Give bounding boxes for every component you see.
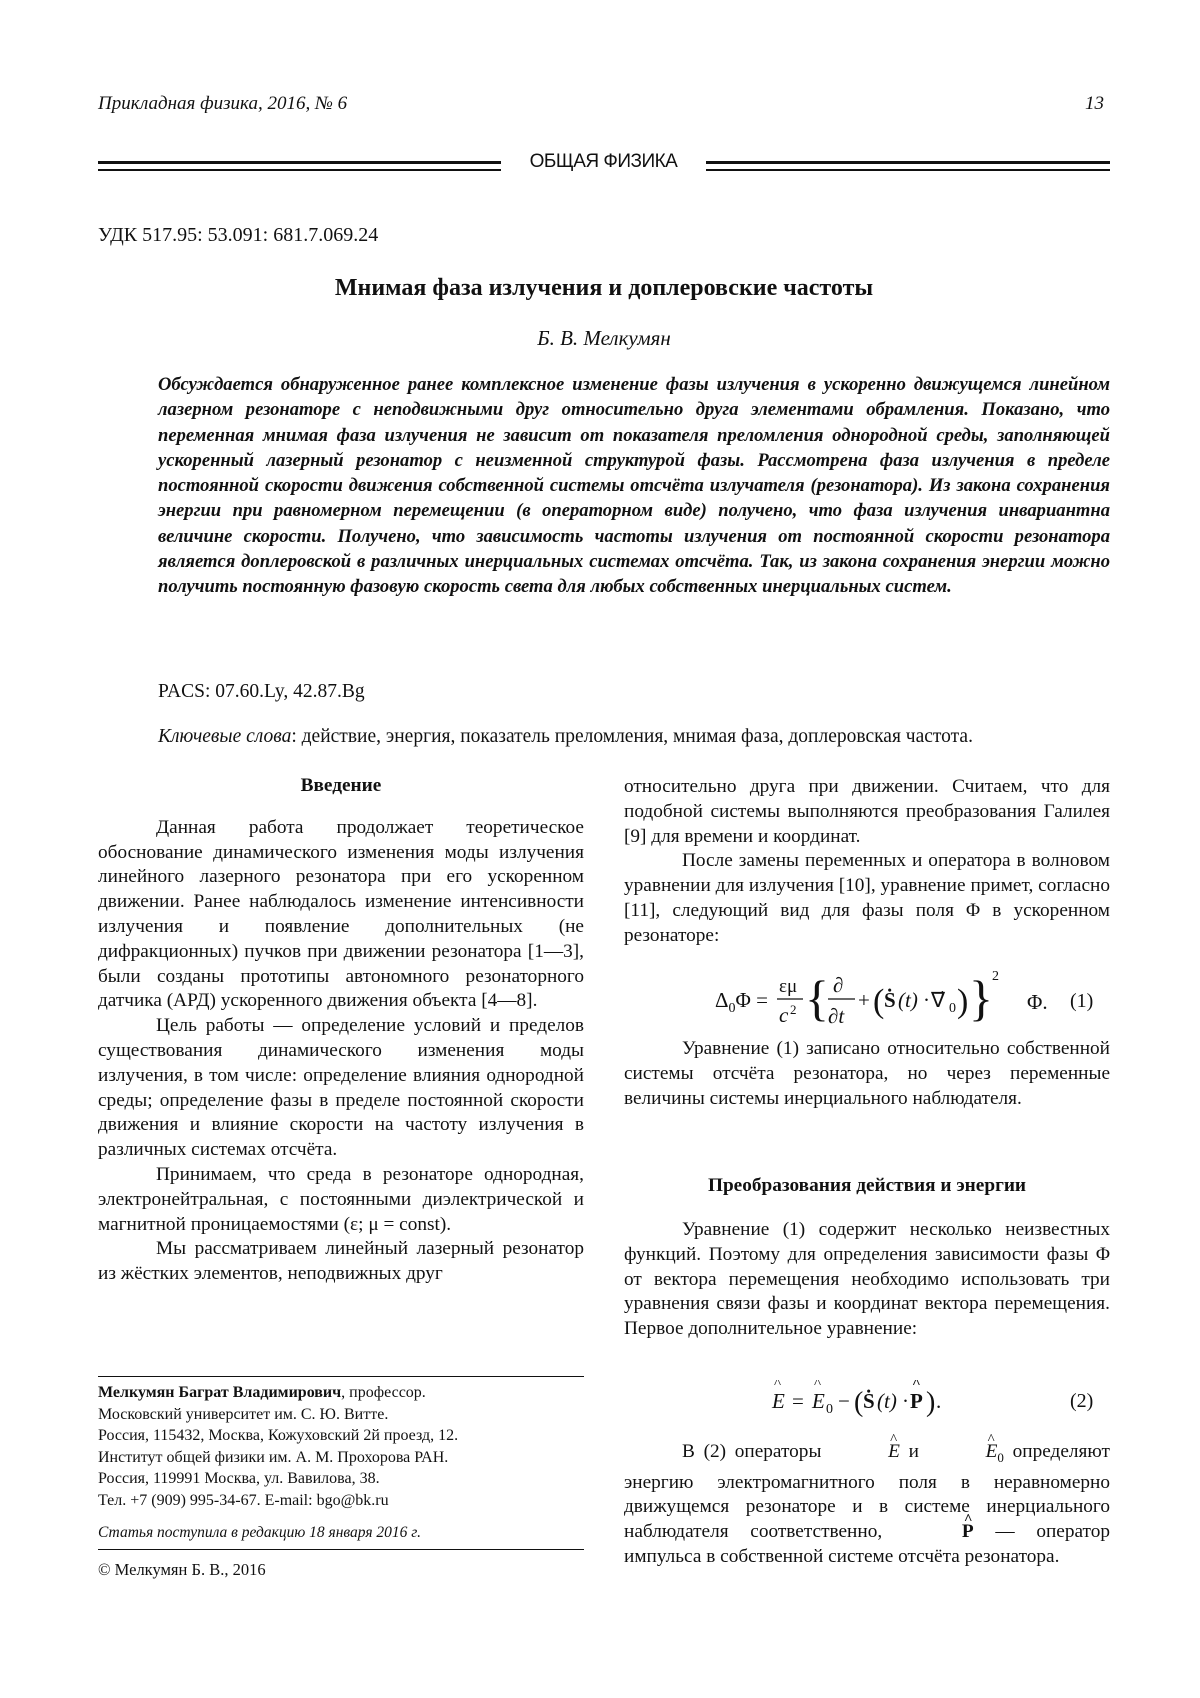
svg-text:}: } — [969, 970, 993, 1026]
svg-text:Ṡ: Ṡ — [863, 1389, 875, 1413]
footnote-line: Тел. +7 (909) 995-34-67. E-mail: bgo@bk.ru — [98, 1491, 389, 1509]
page-number: 13 — [1085, 93, 1104, 114]
right-column-lower — [624, 1037, 1110, 1111]
svg-text:^: ^ — [774, 1380, 782, 1392]
section-title: ОБЩАЯ ФИЗИКА — [529, 151, 678, 172]
svg-text:−: − — [838, 1389, 850, 1413]
footnote-line: Московский университет им. С. Ю. Витте. — [98, 1405, 389, 1423]
paragraph: Уравнение (1) записано относительно собственной системы отсчёта резонатора, но через переменные величины системы инерциального наблюдателя. — [624, 1038, 1110, 1109]
equation-2-number: (2) — [1070, 1390, 1094, 1412]
copyright: © Мелкумян Б. В., 2016 — [98, 1560, 266, 1579]
svg-text:): ) — [926, 1387, 936, 1418]
author-footnote — [98, 1382, 584, 1511]
footnote-author-role: , профессор. — [341, 1384, 426, 1401]
paragraph: относительно друга при движении. Считаем, что для подобной системы выполняются преобразования Галилея [9] для времени и координат. — [624, 776, 1110, 847]
svg-text:·: · — [902, 1389, 909, 1413]
operator-e: ^ E — [830, 1440, 900, 1465]
text-run: — оператор импульса в собственной системе отсчёта резонатора. — [624, 1521, 1110, 1568]
svg-text:.: . — [936, 1389, 942, 1413]
svg-text:Ṡ: Ṡ — [884, 988, 896, 1012]
right-column-final — [624, 1440, 1110, 1570]
svg-text:E: E — [772, 1389, 785, 1413]
operator-e0: ^ E — [928, 1440, 998, 1465]
svg-text:+: + — [858, 988, 870, 1012]
svg-text:P: P — [910, 1389, 923, 1413]
svg-text:{: { — [805, 970, 829, 1026]
svg-text:(: ( — [854, 1387, 864, 1418]
paragraph: Мы рассматриваем линейный лазерный резонатор из жёстких элементов, неподвижных друг — [98, 1238, 584, 1285]
text-run: В (2) операторы — [682, 1441, 831, 1462]
equation-1-formula — [715, 962, 1015, 1037]
svg-text:(: ( — [873, 983, 885, 1020]
svg-text:2: 2 — [790, 1002, 797, 1017]
heading-transformations: Преобразования действия и энергии — [707, 1175, 1027, 1196]
svg-text:^: ^ — [814, 1380, 822, 1392]
equation-1 — [715, 962, 1015, 1037]
abstract: Обсуждается обнаруженное ранее комплексное изменение фазы излучения в ускоренно движущемся линейном лазерном резонаторе с неподвижными друг относительно друга элементами обрамления. Показано, что переменная мнимая фаза излучения не зависит от показателя преломления однородной среды, заполняющей ускоренный лазерный резонатор с неизменной структурой фазы. Рассмотрена фаза излучения в пределе постоянной скорости движения собственной системы отсчёта излучателя (резонатора). Из закона сохранения энергии при равномерном перемещении (в операторном виде) получено, что фаза излучения инвариантна величине скорости. Получено, что зависимость частоты излучения от постоянной скорости резонатора является доплеровской в различных инерциальных системах отсчёта. Так, из закона сохранения энергии можно получить постоянную фазовую скорость света для любых собственных инерциальных систем. — [158, 374, 1110, 598]
footnote-author-name: Мелкумян Баграт Владимирович — [98, 1384, 342, 1401]
paragraph: После замены переменных и оператора в волновом уравнении для излучения [10], уравнение примет, согласно [11], следующий вид для фазы поля Φ в ускоренном резонаторе: — [624, 850, 1110, 946]
copyright-rule — [98, 1549, 584, 1550]
keywords-text: : действие, энергия, показатель преломления, мнимая фаза, доплеровская частота. — [291, 726, 973, 747]
header-rule-right — [706, 161, 1110, 171]
paragraph: Данная работа продолжает теоретическое обоснование динамического изменения моды излучения линейного лазерного резонатора при его ускоренном движении. Ранее наблюдалось изменение интенсивности излучения и появление дополнительных (не дифракционных) пучков при движении резонатора [1—3], были созданы прототипы автономного резонаторного датчика (АРД) ускоренного движения объекта [4—8]. — [98, 816, 584, 1012]
svg-text:0: 0 — [949, 1001, 956, 1016]
pacs-codes: PACS: 07.60.Ly, 42.87.Bg — [158, 681, 365, 702]
svg-text:2: 2 — [992, 969, 999, 984]
keywords-label: Ключевые слова — [158, 726, 292, 747]
footnote-line: Институт общей физики им. А. М. Прохорова РАН. — [98, 1448, 449, 1466]
equation-1-phi: Φ. — [1027, 990, 1048, 1014]
paragraph — [624, 1440, 1110, 1570]
svg-text:^: ^ — [912, 1380, 921, 1392]
svg-text:0: 0 — [826, 1402, 833, 1417]
equation-2 — [770, 1380, 990, 1420]
text-run: и — [899, 1441, 928, 1462]
footnote-line: Россия, 115432, Москва, Кожуховский 2й проезд, 12. — [98, 1427, 459, 1444]
svg-text:εμ: εμ — [779, 976, 798, 997]
footnote-rule — [98, 1376, 584, 1377]
svg-text:∇⃗: ∇⃗ — [931, 988, 946, 1012]
paragraph: Цель работы — определение условий и пределов существования динамического изменения моды излучения, в том числе: определение влияния однородной среды; определение фазы в пределе постоянной скорости движения и влияние скорости на частоту излучения в различных системах отсчёта. — [98, 1015, 584, 1161]
operator-e0-subscript: 0 — [997, 1449, 1004, 1465]
svg-text:Δ0Φ =: $\Delta_0\Phi$ = — [715, 988, 768, 1016]
received-date: Статья поступила в редакцию 18 января 2016 г. — [98, 1524, 422, 1541]
udk-code: УДК 517.95: 53.091: 681.7.069.24 — [98, 224, 379, 246]
svg-text:∂: ∂ — [833, 973, 844, 997]
operator-p: ^ P — [904, 1520, 974, 1545]
keywords — [158, 726, 1110, 748]
heading-introduction: Введение — [300, 775, 382, 796]
svg-text:=: = — [792, 1389, 804, 1413]
svg-text:·: · — [923, 988, 930, 1012]
paragraph: Уравнение (1) содержит несколько неизвестных функций. Поэтому для определения зависимости фазы Φ от вектора перемещения необходимо использовать три уравнения связи фазы и координат вектора перемещения. Первое дополнительное уравнение: — [624, 1219, 1110, 1340]
paper-title: Мнимая фаза излучения и доплеровские частоты — [334, 275, 874, 301]
paper-author: Б. В. Мелкумян — [537, 326, 671, 350]
left-column — [98, 774, 584, 1287]
footnote-line: Россия, 119991 Москва, ул. Вавилова, 38. — [98, 1470, 380, 1487]
svg-text:∂t: ∂t — [828, 1004, 845, 1028]
paragraph: Принимаем, что среда в резонаторе однородная, электронейтральная, с постоянными диэлектрической и магнитной проницаемостями (ε; μ = const). — [98, 1163, 584, 1235]
right-column-section2 — [624, 1218, 1110, 1342]
text-run: определяют энергию электромагнитного поля в неравномерно движущемся резонаторе и в системе инерциального наблюдателя соответственно, — [624, 1441, 1110, 1543]
footnote-author-line — [98, 1382, 584, 1404]
svg-text:): ) — [957, 983, 969, 1020]
header-rule-left — [98, 161, 501, 171]
journal-name: Прикладная физика, 2016, № 6 — [98, 93, 348, 114]
right-column — [624, 775, 1110, 949]
equation-2-formula — [770, 1380, 990, 1420]
svg-text:(t): (t) — [898, 988, 918, 1012]
svg-text:(t): (t) — [877, 1389, 897, 1413]
equation-1-number: (1) — [1070, 990, 1094, 1012]
svg-text:E: E — [812, 1389, 825, 1413]
svg-text:c: c — [779, 1003, 789, 1027]
